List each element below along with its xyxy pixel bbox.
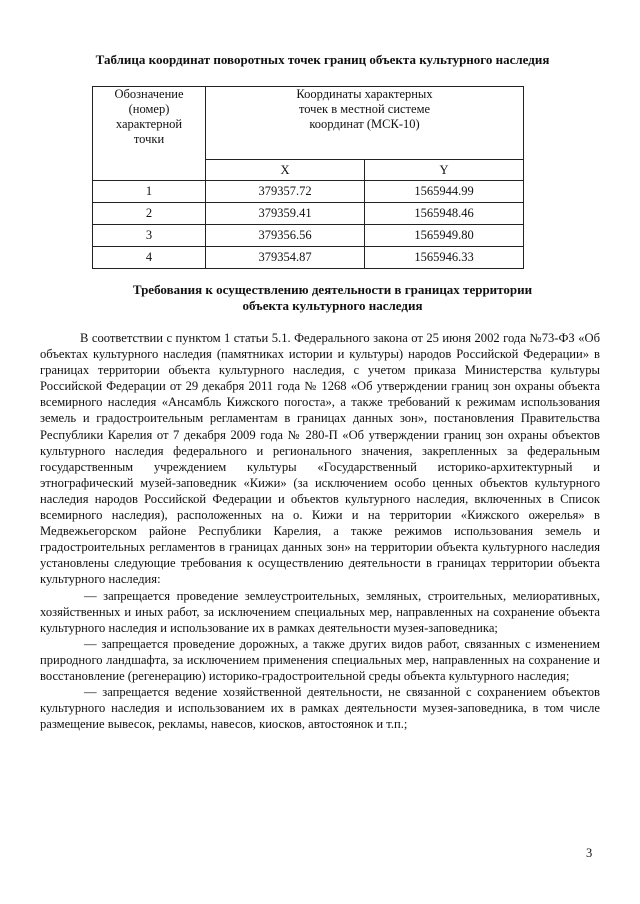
table-row [93,181,524,203]
cell-point: 1 [93,181,206,203]
cell-x: 379354.87 [206,247,365,269]
header-coordinates: Координаты характерных точек в местной системе координат (МСК-10) [206,87,524,160]
header-x: X [206,160,365,181]
list-item: — запрещается проведение дорожных, а также других видов работ, связанных с изменением природного ландшафта, за исключением применения специальных мер, направленных на сохранение и восстановление (регенерацию) историко-градостроительной среды объекта культурного наследия; [40,636,600,683]
section-title: Требования к осуществлению деятельности в границах территории объекта культурного наследия [132,282,533,313]
main-paragraph: В соответствии с пунктом 1 статьи 5.1. Федерального закона от 25 июня 2002 года №73-ФЗ «Об объектах культурного наследия (памятниках истории и культуры) народов Российской Федерации» в границах территории объекта культурного наследия, с учетом приказа Министерства культуры Российской Федерации от 29 декабря 2011 года № 1268 «Об утверждении границ зон охраны объекта всемирного наследия «Ансамбль Кижского погоста», а также требований к режимам использования земель и градостроительным регламентам в границах данных зон», постановления Правительства Республики Карелия от 7 декабря 2009 года № 280-П «Об утверждении границ зон охраны объектов культурного наследия федерального и регионального значения, закрепленных за федеральным государственным учреждением культуры «Государственный историко-архитектурный и этнографический музей-заповедник «Кижи» (за исключением особо ценных объектов культурного наследия народов Российской Федерации и объектов культурного наследия, включенных в Список всемирного наследия), расположенных на о. Кижи и на территории «Кижского ожерелья» в Медвежьегорском районе Республики Карелия, а также режимов использования земель и градостроительных регламентов в границах данных зон» на территории объекта культурного наследия установлены следующие требования к осуществлению деятельности в границах территории объекта культурного наследия: [40,331,600,587]
cell-x: 379359.41 [206,203,365,225]
list-item: — запрещается ведение хозяйственной деятельности, не связанной с сохранением объектов культурного наследия и использованием их в рамках деятельности музея-заповедника, в том числе размещение вывесок, рекламы, навесов, киосков, автостоянок и т.п.; [40,685,600,732]
cell-x: 379356.56 [206,225,365,247]
table-row [93,225,524,247]
cell-y: 1565949.80 [365,225,524,247]
table-row [93,203,524,225]
header-point-number: Обозначение (номер) характерной точки [93,87,206,181]
cell-y: 1565946.33 [365,247,524,269]
cell-y: 1565948.46 [365,203,524,225]
cell-point: 3 [93,225,206,247]
cell-y: 1565944.99 [365,181,524,203]
cell-point: 2 [93,203,206,225]
page-number: 3 [586,846,593,860]
cell-point: 4 [93,247,206,269]
table-title: Таблица координат поворотных точек границ объекта культурного наследия [95,52,550,67]
cell-x: 379357.72 [206,181,365,203]
document-body [40,330,600,732]
coordinates-table [92,86,524,269]
list-item: — запрещается проведение землеустроительных, земляных, строительных, мелиоративных, хозяйственных и иных работ, за исключением специальных мер, направленных на сохранение объекта культурного наследия и использование их в рамках деятельности музея-заповедника; [40,588,600,635]
table-row [93,247,524,269]
header-y: Y [365,160,524,181]
